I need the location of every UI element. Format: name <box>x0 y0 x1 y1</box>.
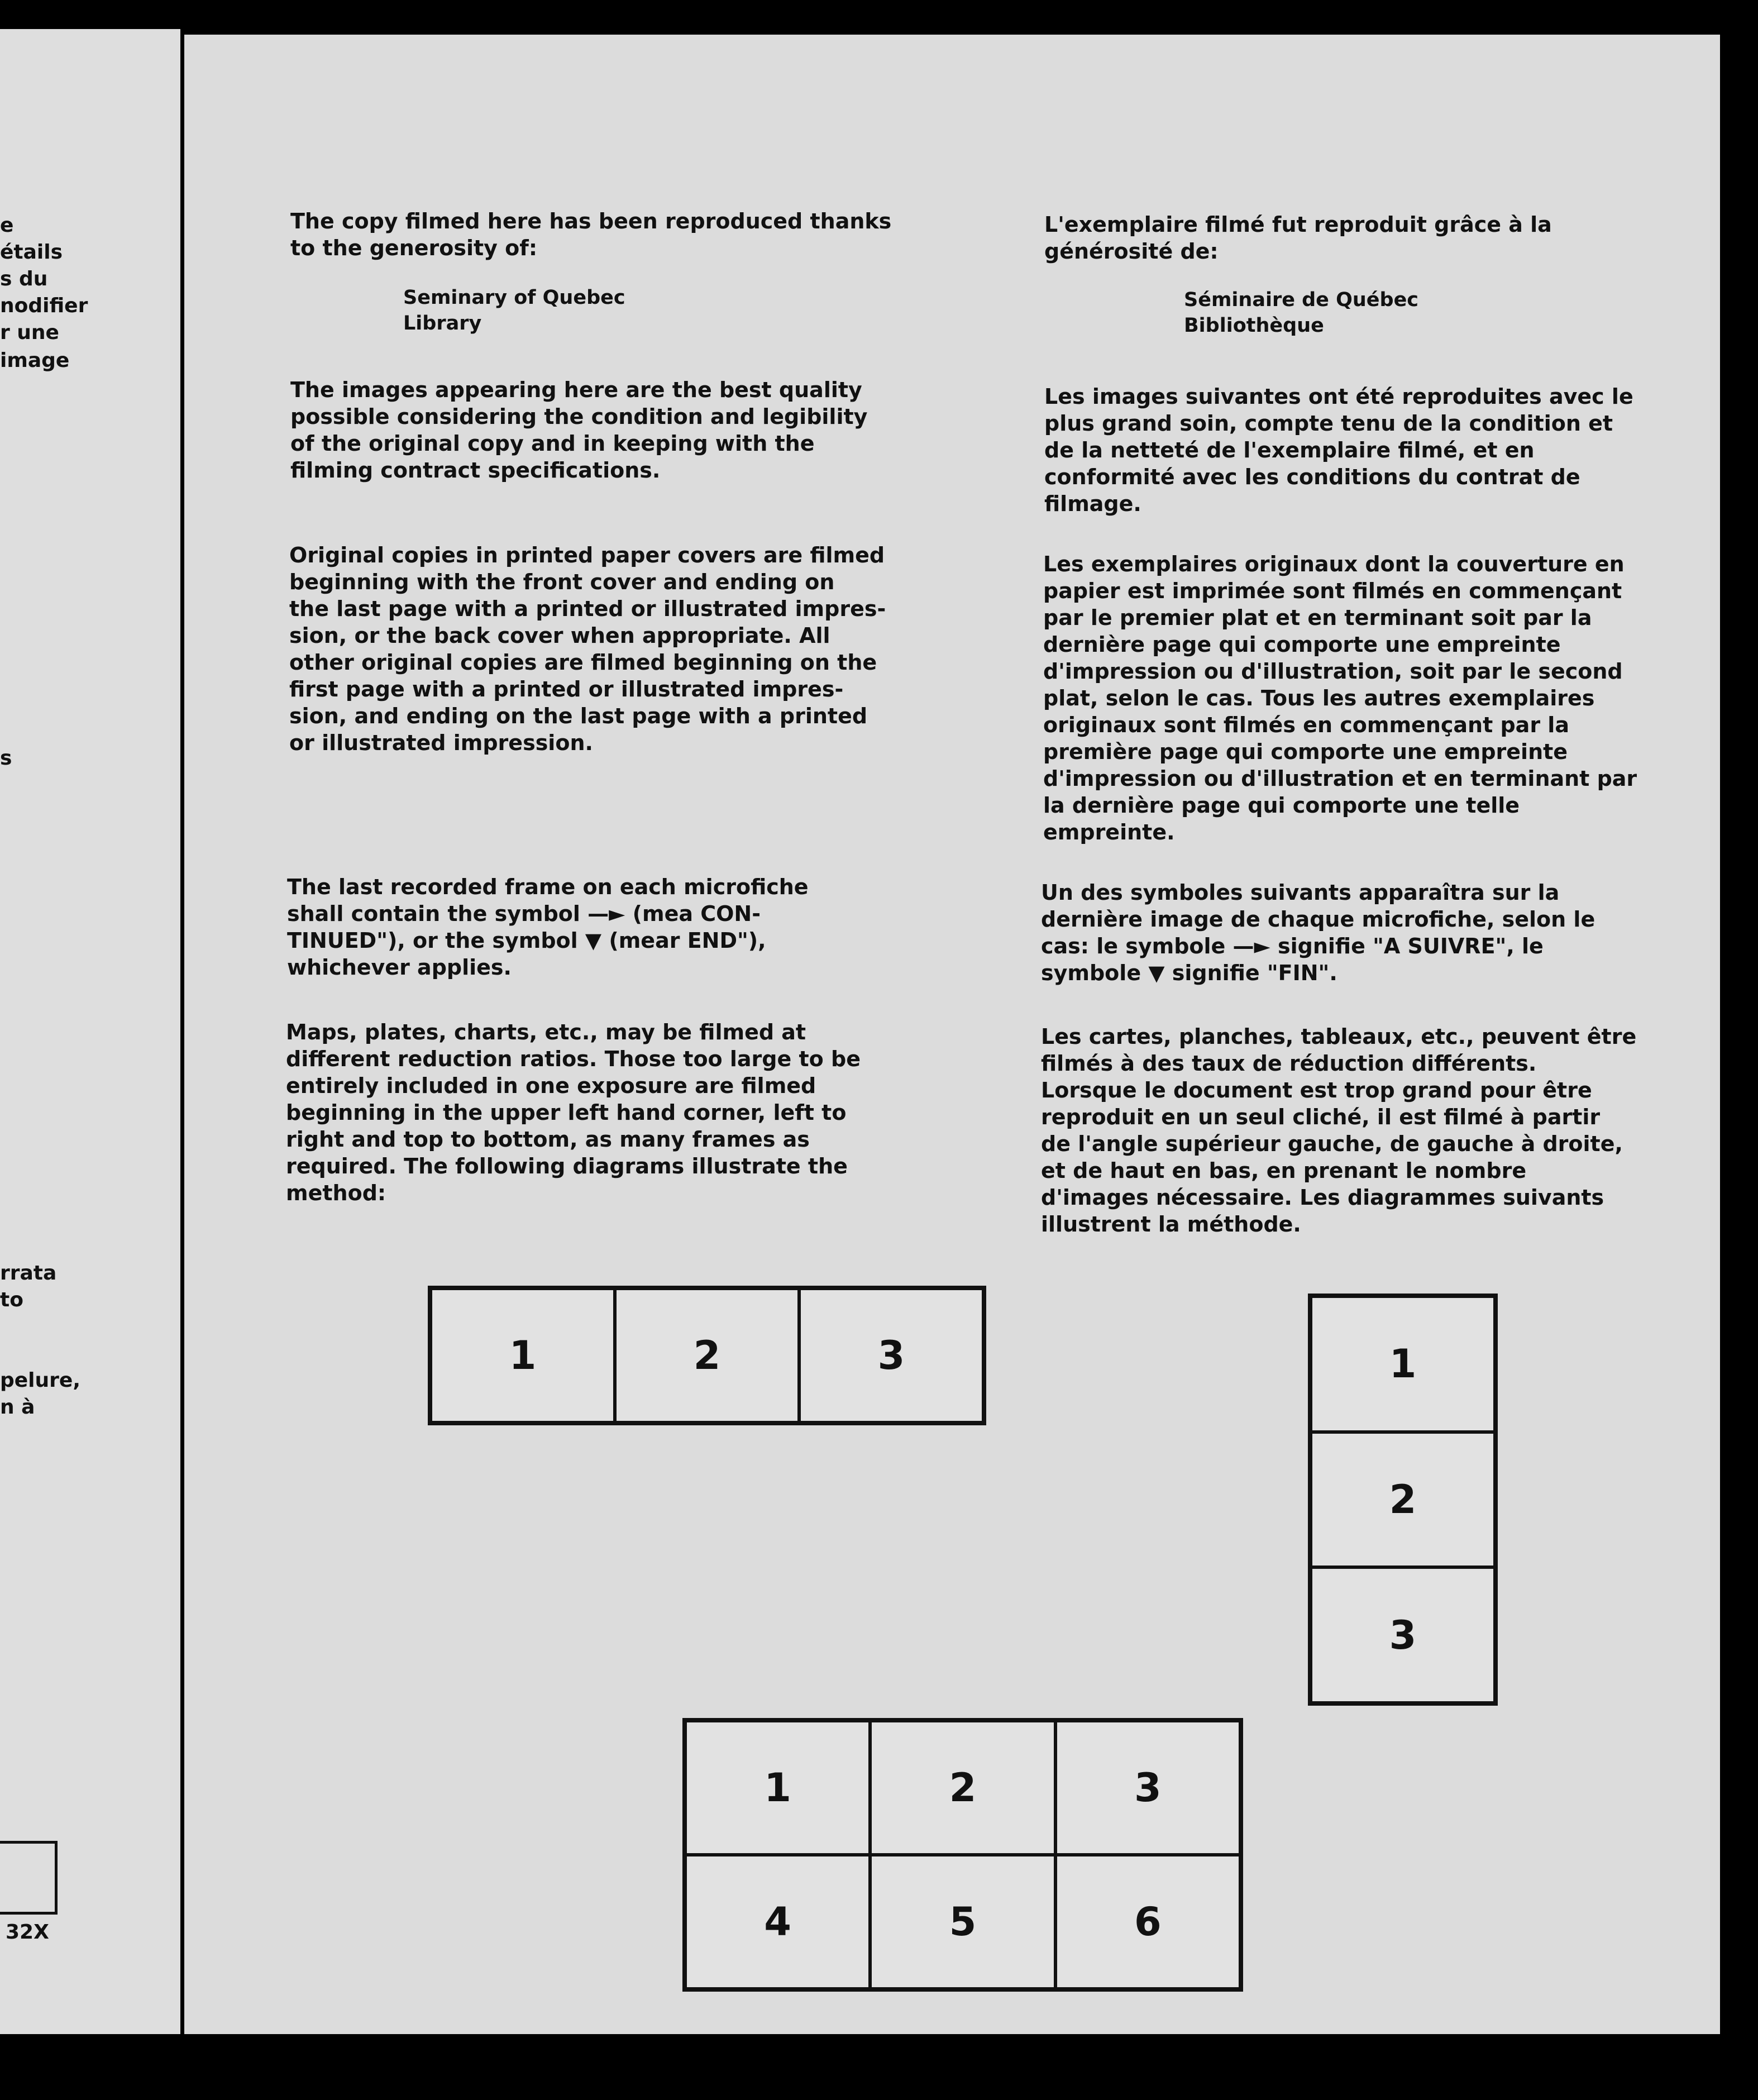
french-quality-paragraph: Les images suivantes ont été reproduites avec le plus grand soin, compte tenu de la condition et de la netteté de l'exemplaire filmé, et en conformité avec les conditions du contrat de filmage. <box>1044 384 1633 516</box>
english-institution: Seminary of Quebec Library <box>403 287 625 335</box>
left-fragment: s <box>0 747 12 770</box>
french-maps-paragraph: Les cartes, planches, tableaux, etc., peuvent être filmés à des taux de réduction différents. Lorsque le document est trop grand pour être reproduit en un seul cliché, il est filmé à partir de l'angle supérieur gauche, de gauche à droite, et de haut en bas, en prenant le nombre d'images nécessaire. Les diagrammes suivants illustrent la méthode. <box>1041 1024 1637 1237</box>
reduction-scale-box <box>0 1841 58 1915</box>
diagram-frame: 3 <box>1311 1567 1495 1703</box>
english-quality-paragraph: The images appearing here are the best quality possible considering the condition and legibility of the original copy and in keeping with the filming contract specifications. <box>290 378 868 483</box>
french-intro: L'exemplaire filmé fut reproduit grâce à la générosité de: <box>1044 212 1552 264</box>
french-order-paragraph: Les exemplaires originaux dont la couverture en papier est imprimée sont filmés en commençant par le premier plat et en terminant soit par la dernière page qui comporte une empreinte d'impression ou d'illustration, soit par le second plat, selon le cas. Tous les autres exemplaires originaux sont filmés en commençant par la première page qui comporte une empreinte d'impression ou d'illustration et en terminant par la dernière page qui comporte une telle empreinte. <box>1043 552 1637 844</box>
diagram-frame: 3 <box>799 1288 983 1423</box>
english-maps-paragraph: Maps, plates, charts, etc., may be filmed at different reduction ratios. Those too large to be entirely included in one exposure are filmed beginning in the upper left hand corner, left to right and top to bottom, as many frames as required. The following diagrams illustrate the method: <box>286 1020 861 1205</box>
left-fragment: pelure, <box>0 1369 80 1392</box>
diagram-frame: 6 <box>1055 1855 1240 1989</box>
french-institution: Séminaire de Québec Bibliothèque <box>1184 289 1419 337</box>
diagram-grid <box>682 1718 1243 1992</box>
diagram-frame: 3 <box>1055 1721 1240 1855</box>
diagram-frame: 2 <box>870 1721 1055 1855</box>
left-page-edge <box>0 29 180 2034</box>
diagram-frame: 4 <box>685 1855 870 1989</box>
left-fragment: to <box>0 1288 23 1311</box>
diagram-frame: 2 <box>1311 1432 1495 1568</box>
left-fragment: étails <box>0 241 63 264</box>
english-symbols-paragraph: The last recorded frame on each microfiche shall contain the symbol —► (mea CON- TINUED"), or the symbol ▼ (mear END"), whichever applies. <box>287 875 809 980</box>
diagram-frame: 1 <box>685 1721 870 1855</box>
diagram-vertical <box>1308 1294 1498 1706</box>
left-fragment: image <box>0 349 70 372</box>
left-fragment: e <box>0 214 14 237</box>
left-fragment: r une <box>0 321 59 344</box>
english-order-paragraph: Original copies in printed paper covers are filmed beginning with the front cover and ending on the last page with a printed or illustrated impres- sion, or the back cover when appropriate. All other original copies are filmed beginning on the first page with a printed or illustrated impres- sion, and ending on the last page with a printed or illustrated impression. <box>289 543 886 755</box>
reduction-label: 32X <box>6 1921 49 1944</box>
french-symbols-paragraph: Un des symboles suivants apparaîtra sur la dernière image de chaque microfiche, selon le cas: le symbole —► signifie "A SUIVRE", le symbole ▼ signifie "FIN". <box>1041 880 1595 985</box>
diagram-frame: 1 <box>1311 1296 1495 1432</box>
left-fragment: nodifier <box>0 294 88 317</box>
left-fragment: rrata <box>0 1262 57 1285</box>
diagram-frame: 1 <box>431 1288 615 1423</box>
left-fragment: s du <box>0 268 48 290</box>
diagram-frame: 5 <box>870 1855 1055 1989</box>
main-page <box>184 35 1720 2034</box>
left-fragment: n à <box>0 1396 35 1419</box>
diagram-frame: 2 <box>615 1288 799 1423</box>
english-intro: The copy filmed here has been reproduced thanks to the generosity of: <box>290 209 892 260</box>
diagram-horizontal <box>428 1286 986 1425</box>
